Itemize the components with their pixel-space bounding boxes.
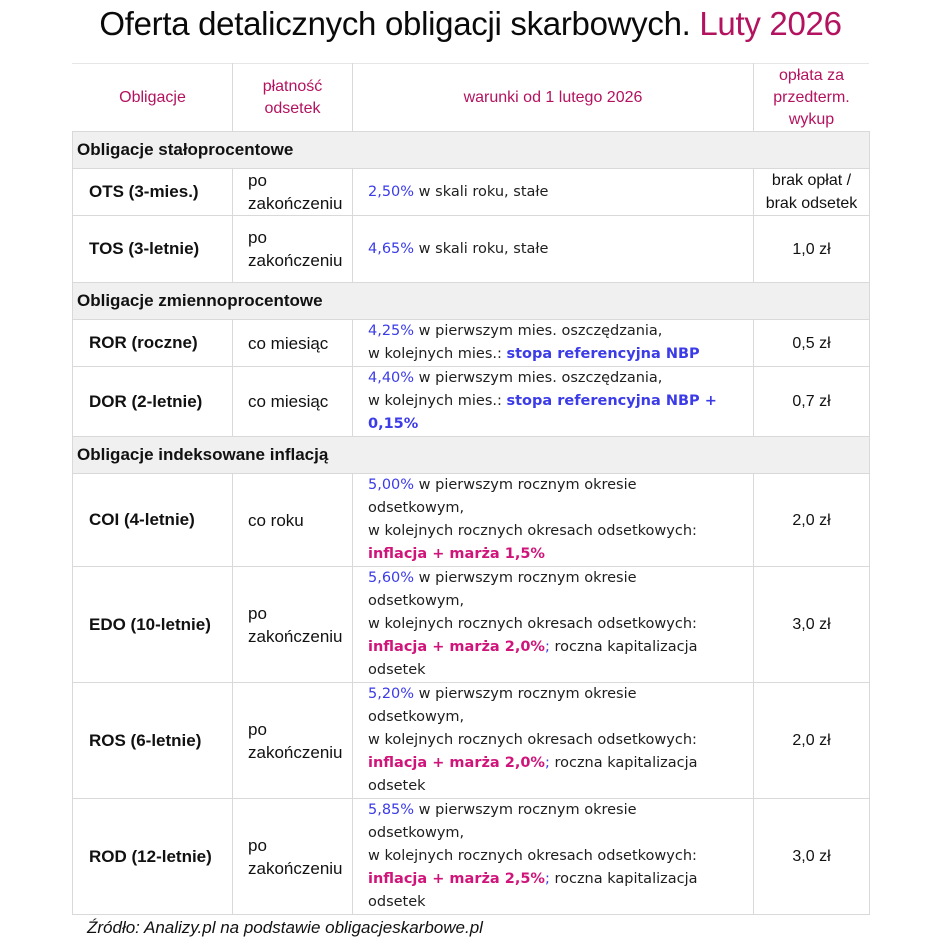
header-conditions: warunki od 1 lutego 2026 [353, 64, 754, 132]
fee-cell: 0,7 zł [754, 367, 870, 437]
title-main: Oferta detalicznych obligacji skarbowych. [99, 5, 691, 42]
conditions-cell: 5,85% w pierwszym rocznym okresie odsetkowym, w kolejnych rocznych okresach odsetkowych: inflacja + marża 2,5%; roczna kapitalizacja odsetek [353, 799, 754, 915]
inflation-margin: inflacja + marża 2,0% [368, 639, 545, 655]
payment-cell: co roku [233, 474, 353, 567]
rate: 5,20% [368, 686, 415, 702]
header-payment: płatność odsetek [233, 64, 353, 132]
reference-rate: stopa referencyjna NBP + 0,15% [368, 393, 717, 432]
rate: 4,25% [368, 323, 415, 339]
bond-name: ROR (roczne) [73, 320, 233, 367]
header-bond: Obligacje [73, 64, 233, 132]
payment-cell: co miesiąc [233, 367, 353, 437]
bond-name: OTS (3-mies.) [73, 169, 233, 216]
bonds-table [72, 63, 870, 915]
table-row [73, 799, 870, 915]
conditions-cell: 4,25% w pierwszym mies. oszczędzania, w kolejnych mies.: stopa referencyjna NBP [353, 320, 754, 367]
section-title: Obligacje stałoprocentowe [73, 132, 870, 169]
conditions-cell: 4,40% w pierwszym mies. oszczędzania, w kolejnych mies.: stopa referencyjna NBP + 0,15% [353, 367, 754, 437]
conditions-cell: 5,00% w pierwszym rocznym okresie odsetkowym, w kolejnych rocznych okresach odsetkowych: inflacja + marża 1,5% [353, 474, 754, 567]
conditions-cell: 5,60% w pierwszym rocznym okresie odsetkowym, w kolejnych rocznych okresach odsetkowych: inflacja + marża 2,0%; roczna kapitalizacja odsetek [353, 567, 754, 683]
rate: 4,65% [368, 240, 415, 257]
payment-cell: po zakończeniu [233, 799, 353, 915]
rate: 4,40% [368, 370, 415, 386]
inflation-margin: inflacja + marża 1,5% [368, 546, 545, 562]
section-title: Obligacje zmiennoprocentowe [73, 283, 870, 320]
bond-name: TOS (3-letnie) [73, 216, 233, 283]
bond-name: ROS (6-letnie) [73, 683, 233, 799]
section-row [73, 437, 870, 474]
fee-cell: 1,0 zł [754, 216, 870, 283]
table-row [73, 216, 870, 283]
fee-cell: 3,0 zł [754, 799, 870, 915]
bond-name: ROD (12-letnie) [73, 799, 233, 915]
title-date: Luty 2026 [699, 5, 842, 42]
bond-name: DOR (2-letnie) [73, 367, 233, 437]
inflation-margin: inflacja + marża 2,0% [368, 755, 545, 771]
conditions-cell: 4,65% w skali roku, stałe [353, 216, 754, 283]
payment-cell: po zakończeniu [233, 216, 353, 283]
inflation-margin: inflacja + marża 2,5% [368, 871, 545, 887]
payment-cell: po zakończeniu [233, 567, 353, 683]
header-fee: opłata za przedterm. wykup [754, 64, 870, 132]
rate: 5,60% [368, 570, 415, 586]
rate: 5,85% [368, 802, 415, 818]
payment-cell: po zakończeniu [233, 169, 353, 216]
rate: 2,50% [368, 183, 415, 200]
source-note: Źródło: Analizy.pl na podstawie obligacjeskarbowe.pl [87, 918, 483, 937]
bond-name: EDO (10-letnie) [73, 567, 233, 683]
section-row [73, 132, 870, 169]
rate: 5,00% [368, 477, 415, 493]
table-row [73, 367, 870, 437]
table-row [73, 320, 870, 367]
fee-cell: 2,0 zł [754, 683, 870, 799]
table-row [73, 683, 870, 799]
table-row [73, 567, 870, 683]
conditions-cell: 5,20% w pierwszym rocznym okresie odsetkowym, w kolejnych rocznych okresach odsetkowych: inflacja + marża 2,0%; roczna kapitalizacja odsetek [353, 683, 754, 799]
bond-name: COI (4-letnie) [73, 474, 233, 567]
reference-rate: stopa referencyjna NBP [506, 346, 700, 362]
table-row [73, 474, 870, 567]
payment-cell: po zakończeniu [233, 683, 353, 799]
table-row [73, 169, 870, 216]
payment-cell: co miesiąc [233, 320, 353, 367]
fee-cell: 3,0 zł [754, 567, 870, 683]
fee-cell: brak opłat / brak odsetek [754, 169, 870, 216]
fee-cell: 2,0 zł [754, 474, 870, 567]
page-title [0, 4, 941, 44]
conditions-cell: 2,50% w skali roku, stałe [353, 169, 754, 216]
table-header-row [73, 64, 870, 132]
section-row [73, 283, 870, 320]
section-title: Obligacje indeksowane inflacją [73, 437, 870, 474]
fee-cell: 0,5 zł [754, 320, 870, 367]
